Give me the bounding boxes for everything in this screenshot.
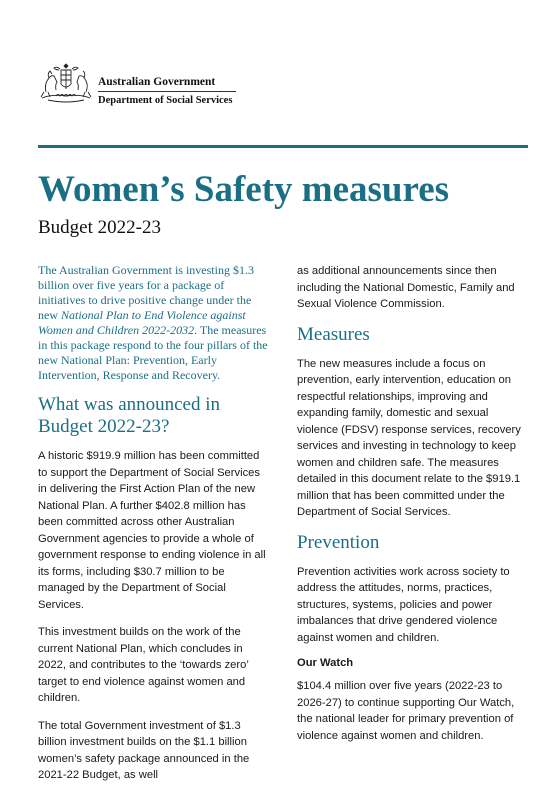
intro-text-start: The Australian Government is investing $1.3 billion over five years for a package of initiatives to drive positive change under the new	[38, 263, 254, 322]
page-title: Women’s Safety measures	[38, 169, 450, 210]
measures-heading: Measures	[297, 323, 370, 345]
left-column	[38, 263, 268, 792]
coat-of-arms-icon	[38, 62, 94, 106]
announced-heading: What was announced in Budget 2022-23?	[38, 394, 221, 437]
right-column	[297, 263, 529, 755]
department-name: Department of Social Services	[98, 95, 233, 106]
government-name: Australian Government	[98, 76, 216, 88]
announced-paragraph-3: The total Government investment of $1.3 billion investment builds on the $1.1 billion women’s safety package announced in the 2021-22 Budget, as well	[38, 719, 250, 781]
intro-text-end: . The measures in this package respond to the four pillars of the new National Plan: Prevention, Early Intervention, Response and Recovery.	[38, 323, 268, 382]
our-watch-heading: Our Watch	[297, 657, 354, 669]
prevention-heading: Prevention	[297, 531, 380, 553]
measures-paragraph: The new measures include a focus on prevention, early intervention, education on respectful relationships, improving and expanding family, domestic and sexual violence (FDSV) response services, recovery services and investing in technology to keep women and children safe. The measures detailed in this document relate to the $919.1 million that has been committed under the Department of Social Services.	[297, 357, 521, 518]
intro-paragraph	[38, 263, 268, 383]
announced-paragraph-2: This investment builds on the work of the current National Plan, which concludes in 2022, and contributes to the ‘towards zero’ target to end violence against women and children.	[38, 626, 249, 704]
header-rule	[38, 145, 528, 148]
prevention-paragraph: Prevention activities work across society to address the attitudes, norms, practices, structures, systems, policies and power imbalances that drive gendered violence against women and children.	[297, 565, 510, 644]
logo-divider	[98, 91, 236, 92]
announced-paragraph-1: A historic $919.9 million has been committed to support the Department of Social Services in delivering the First Action Plan of the new National Plan. A further $402.8 million has been committed across other Australian Government agencies to provide a whole of government response to ending violence in all its forms, including $30.7 million to be managed by the Department of Social Services.	[38, 450, 266, 611]
our-watch-paragraph: $104.4 million over five years (2022-23 to 2026-27) to continue supporting Our Watch, the national leader for primary prevention of violence against women and children.	[297, 680, 515, 742]
page-subtitle: Budget 2022-23	[38, 217, 161, 238]
national-plan-title: National Plan to End Violence against Women and Children 2022-2032	[38, 308, 246, 337]
announced-paragraph-3-continued: as additional announcements since then including the National Domestic, Family and Sexual Violence Commission.	[297, 265, 515, 310]
